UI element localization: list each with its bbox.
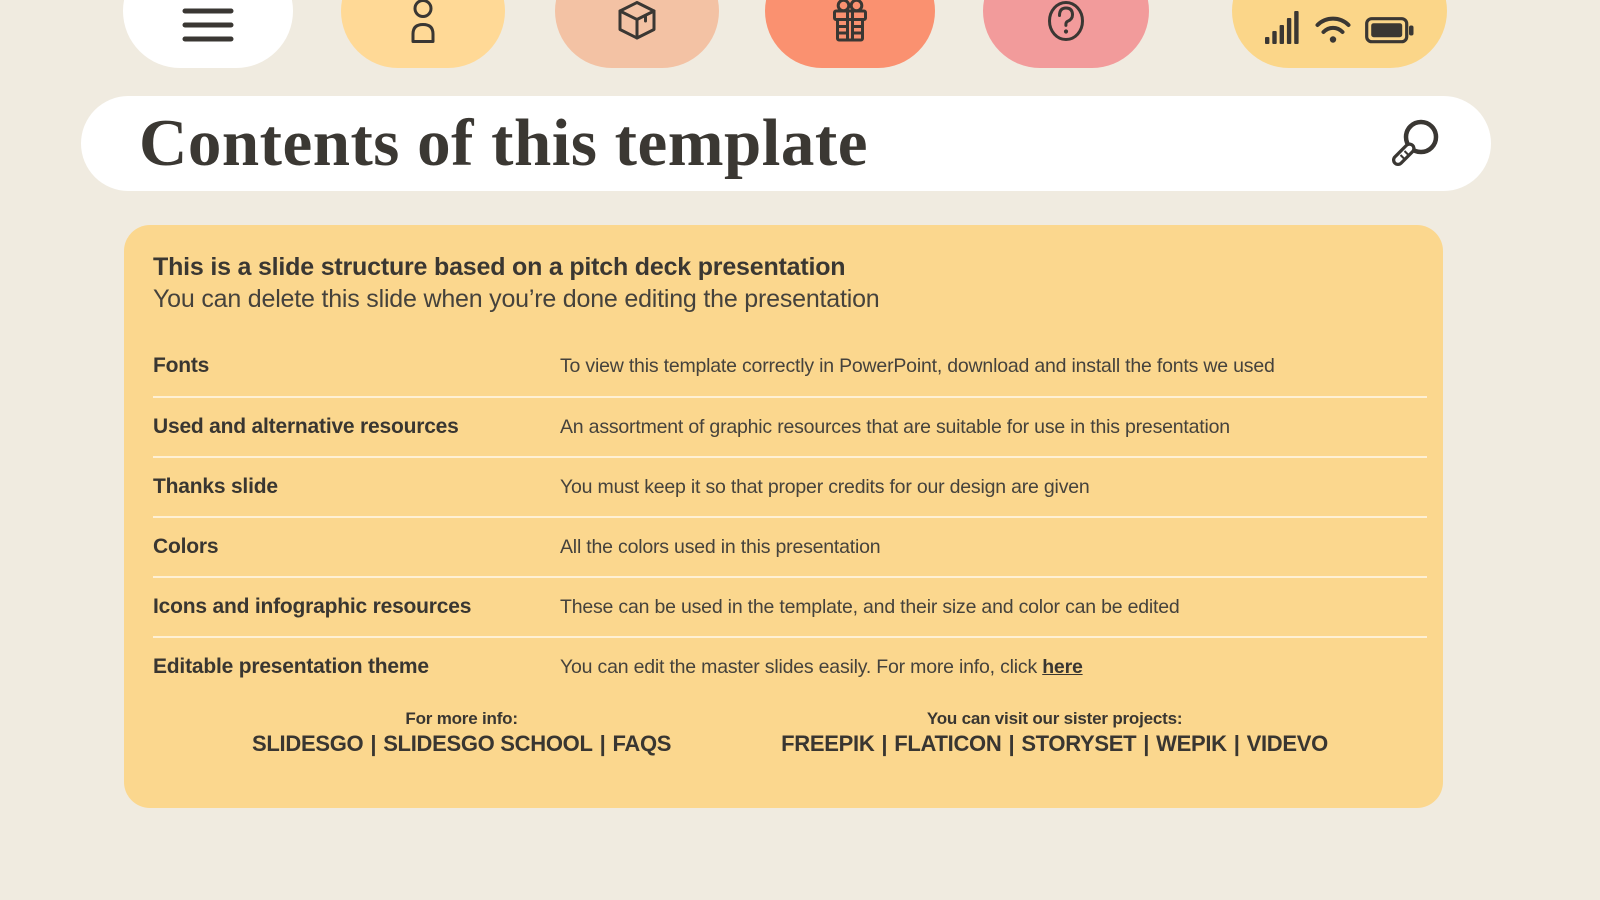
link-videvo[interactable]: VIDEVO [1246,731,1328,756]
row-label: Fonts [153,354,210,377]
gift-button[interactable] [765,0,935,68]
table-row [153,396,1427,456]
separator: | [370,731,377,756]
link-freepik[interactable]: FREEPIK [781,731,875,756]
row-label: Editable presentation theme [153,655,429,678]
status-indicators [1232,0,1447,68]
package-button[interactable] [555,0,719,68]
row-description: You must keep it so that proper credits for our design are given [560,475,1090,498]
table-row [153,336,1427,396]
page-title: Contents of this template [139,106,868,180]
title-bar [81,96,1491,191]
link-faqs[interactable]: FAQS [612,731,672,756]
row-label: Thanks slide [153,475,278,498]
wifi-icon [1314,13,1352,44]
card-subheading: You can delete this slide when you’re done editing the presentation [153,285,880,313]
card-heading: This is a slide structure based on a pitch deck presentation [153,253,846,281]
link-slidesgo-school[interactable]: SLIDESGO SCHOOL [383,731,593,756]
contents-table [153,336,1427,696]
link-flaticon[interactable]: FLATICON [894,731,1002,756]
separator: | [881,731,888,756]
gift-icon [828,0,872,44]
row-description-text: You can edit the master slides easily. For more info, click [560,655,1043,678]
row-description: All the colors used in this presentation [560,535,881,558]
separator: | [1143,731,1150,756]
here-link[interactable]: here [1042,655,1083,678]
battery-icon [1365,17,1414,44]
question-circle-icon [1044,0,1088,44]
row-description [560,656,1427,679]
sister-projects-links [781,731,1328,757]
signal-bars-icon [1265,11,1301,44]
row-description: These can be used in the template, and their size and color can be edited [560,595,1180,618]
separator: | [599,731,606,756]
search-icon[interactable] [1383,113,1445,175]
sister-projects-caption: You can visit our sister projects: [926,709,1183,728]
table-row [153,456,1427,516]
sister-projects-column [781,709,1328,757]
menu-button[interactable] [123,0,293,68]
table-row [153,576,1427,636]
card-footer [153,709,1427,757]
person-icon [404,0,442,44]
link-storyset[interactable]: STORYSET [1021,731,1137,756]
table-row [153,516,1427,576]
row-label: Used and alternative resources [153,415,459,438]
help-button[interactable] [983,0,1149,68]
row-description: To view this template correctly in PowerPoint, download and install the fonts we used [560,354,1275,377]
separator: | [1233,731,1240,756]
row-description: An assortment of graphic resources that are suitable for use in this presentation [560,415,1230,438]
link-wepik[interactable]: WEPIK [1156,731,1227,756]
more-info-links [252,731,671,757]
separator: | [1008,731,1015,756]
contents-card [124,225,1443,808]
profile-button[interactable] [341,0,505,68]
more-info-caption: For more info: [405,709,518,728]
package-box-icon [614,0,660,44]
link-slidesgo[interactable]: SLIDESGO [252,731,364,756]
row-label: Colors [153,535,219,558]
more-info-column [252,709,671,757]
table-row [153,636,1427,696]
hamburger-icon [182,6,234,44]
row-label: Icons and infographic resources [153,595,472,618]
